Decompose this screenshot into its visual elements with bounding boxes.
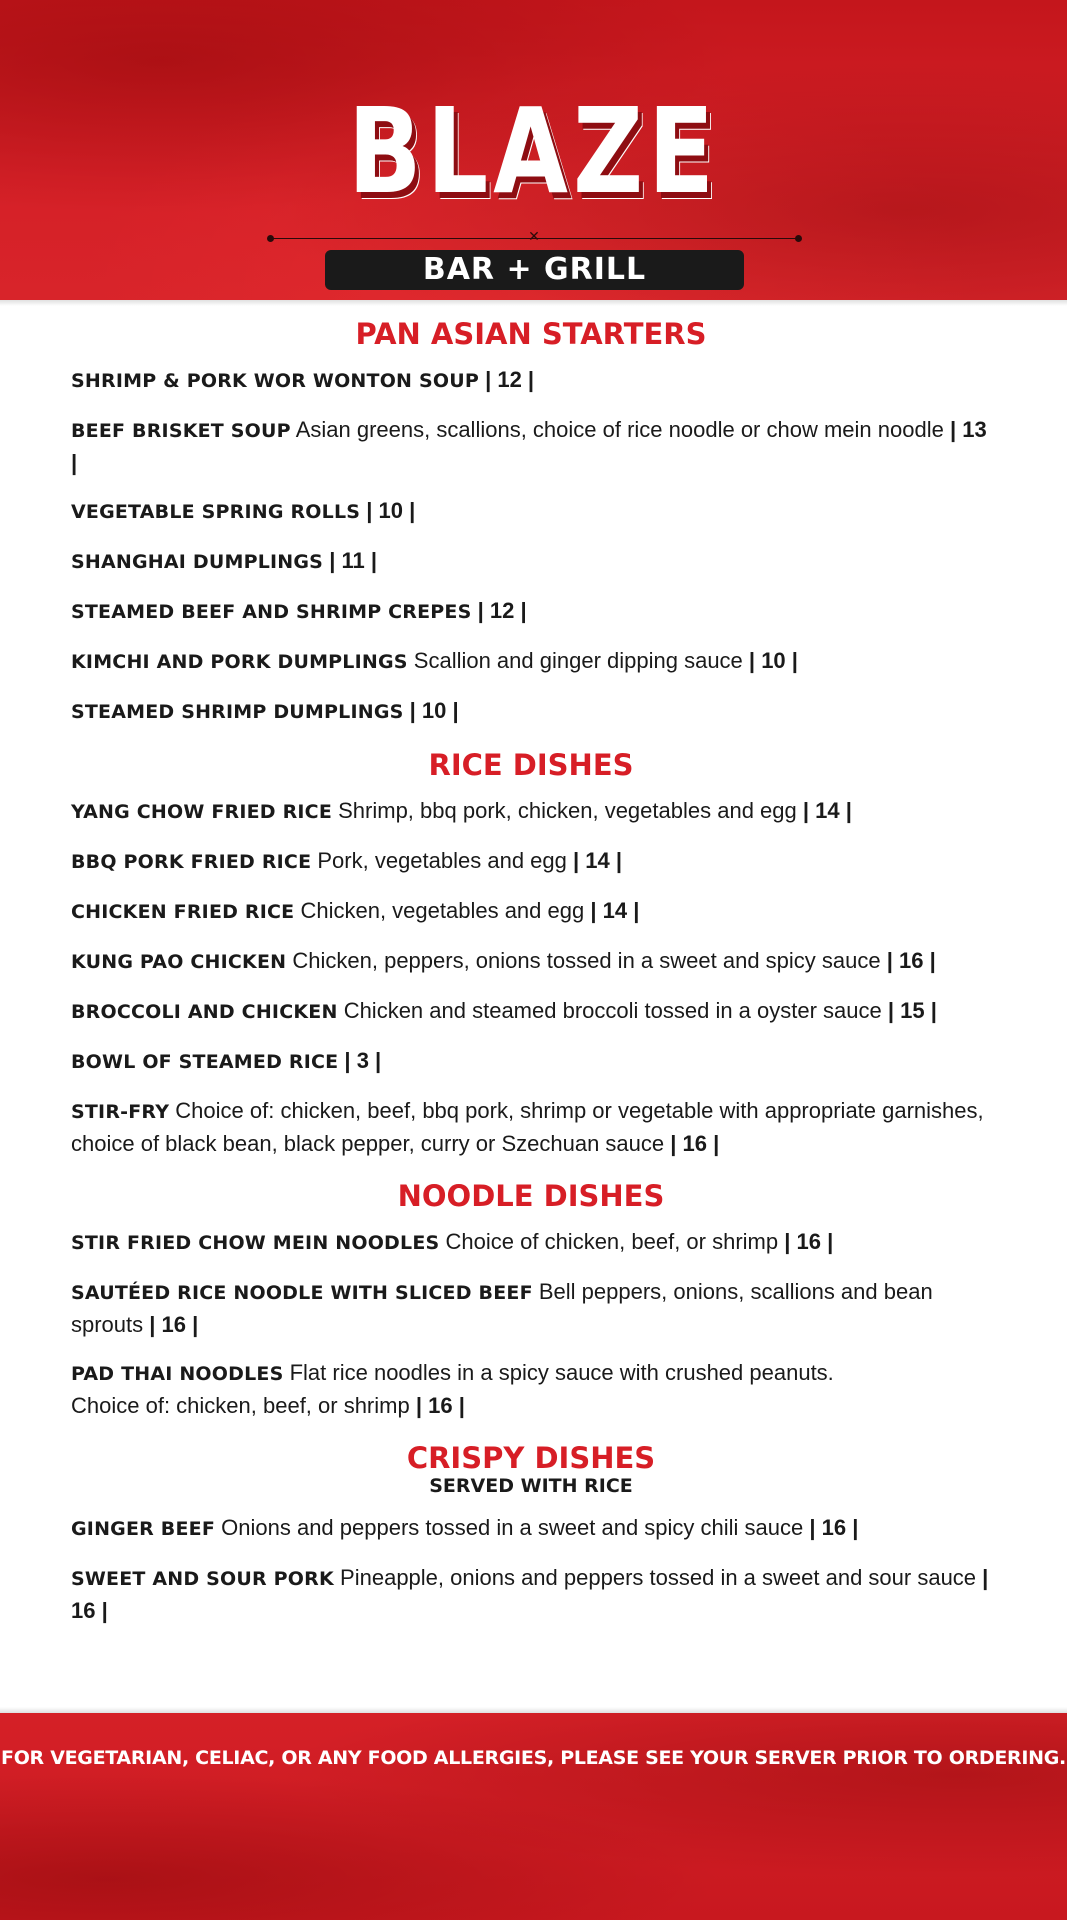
section-title: PAN ASIAN STARTERS — [355, 317, 707, 351]
item-name: STIR-FRY — [71, 1101, 170, 1123]
item-price: | 16 | — [149, 1312, 199, 1337]
allergy-notice: FOR VEGETARIAN, CELIAC, OR ANY FOOD ALLERGIES, PLEASE SEE YOUR SERVER PRIOR TO ORDERING. — [1, 1747, 1066, 1769]
brand-logo: BLAZE — [347, 82, 720, 220]
item-name: SHANGHAI DUMPLINGS — [71, 551, 324, 573]
item-name: BBQ PORK FRIED RICE — [71, 851, 312, 873]
item-name: VEGETABLE SPRING ROLLS — [71, 501, 361, 523]
menu-item — [71, 414, 991, 478]
divider-cross-icon: ✕ — [528, 229, 540, 245]
menu-item — [71, 1226, 991, 1259]
item-name: STEAMED BEEF AND SHRIMP CREPES — [71, 601, 472, 623]
divider-dot-left — [267, 235, 274, 242]
item-description: Shrimp, bbq pork, chicken, vegetables and egg — [338, 798, 797, 823]
item-price: | 3 | — [344, 1048, 382, 1073]
menu-item — [71, 645, 991, 678]
item-price: | 16 | — [415, 1393, 465, 1418]
menu-item — [71, 495, 991, 528]
menu-item — [71, 1276, 991, 1340]
divider-dot-right — [795, 235, 802, 242]
menu-item — [71, 695, 991, 728]
item-price: | 12 | — [485, 367, 535, 392]
menu-item — [71, 895, 991, 928]
menu-item — [71, 1562, 991, 1626]
menu-item — [71, 364, 991, 397]
item-price: | 13 | — [71, 417, 987, 475]
section-title: NOODLE DISHES — [397, 1179, 665, 1213]
item-price: | 16 | — [670, 1131, 720, 1156]
menu-item — [71, 1357, 991, 1421]
item-description: Choice of: chicken, beef, bbq pork, shrimp or vegetable with appropriate garnishes, choice of black bean, black pepper, curry or Szechuan sauce — [71, 1098, 984, 1156]
item-name: YANG CHOW FRIED RICE — [71, 801, 332, 823]
item-name: BROCCOLI AND CHICKEN — [71, 1001, 338, 1023]
item-name: STEAMED SHRIMP DUMPLINGS — [71, 701, 404, 723]
item-description: Chicken and steamed broccoli tossed in a oyster sauce — [343, 998, 882, 1023]
menu-item — [71, 945, 991, 978]
item-description: Onions and peppers tossed in a sweet and spicy chili sauce — [221, 1515, 804, 1540]
item-name: GINGER BEEF — [71, 1518, 216, 1540]
item-description: Pineapple, onions and peppers tossed in a sweet and sour sauce — [340, 1565, 977, 1590]
item-description: Chicken, vegetables and egg — [300, 898, 585, 923]
section-subtitle: SERVED WITH RICE — [429, 1475, 633, 1497]
menu-section-crispy-dishes — [71, 1438, 991, 1626]
item-name: PAD THAI NOODLES — [71, 1363, 284, 1385]
item-description: Chicken, peppers, onions tossed in a sweet and spicy sauce — [292, 948, 881, 973]
item-price: | 10 | — [409, 698, 459, 723]
item-price: | 14 | — [802, 798, 852, 823]
item-price: | 16 | — [71, 1565, 989, 1623]
item-description: Asian greens, scallions, choice of rice noodle or chow mein noodle — [295, 417, 944, 442]
item-description: Choice of chicken, beef, or shrimp — [445, 1229, 779, 1254]
section-title: CRISPY DISHES — [406, 1441, 656, 1475]
item-description: Scallion and ginger dipping sauce — [413, 648, 743, 673]
menu-item — [71, 995, 991, 1028]
menu-section-rice-dishes — [71, 745, 991, 1159]
item-price: | 16 | — [784, 1229, 834, 1254]
item-name: SWEET AND SOUR PORK — [71, 1568, 334, 1590]
item-name: SAUTÉED RICE NOODLE WITH SLICED BEEF — [71, 1282, 533, 1304]
item-description: Pork, vegetables and egg — [317, 848, 567, 873]
menu-body — [71, 314, 991, 1643]
menu-item — [71, 595, 991, 628]
menu-footer — [0, 1713, 1067, 1920]
menu-section-noodle-dishes — [71, 1176, 991, 1421]
menu-section-pan-asian-starters — [71, 314, 991, 728]
item-description: Flat rice noodles in a spicy sauce with crushed peanuts. — [289, 1360, 834, 1385]
item-price: | 11 | — [329, 548, 377, 573]
menu-item — [71, 545, 991, 578]
item-price: | 10 | — [748, 648, 798, 673]
menu-item — [71, 1095, 991, 1159]
item-price: | 16 | — [886, 948, 936, 973]
menu-item — [71, 795, 991, 828]
item-price: | 16 | — [809, 1515, 859, 1540]
item-name: BOWL OF STEAMED RICE — [71, 1051, 339, 1073]
item-price: | 10 | — [366, 498, 416, 523]
menu-item — [71, 1045, 991, 1078]
menu-item — [71, 1512, 991, 1545]
menu-header — [0, 0, 1067, 300]
menu-item — [71, 845, 991, 878]
item-description-line-2: Choice of: chicken, beef, or shrimp — [71, 1393, 410, 1418]
item-description: Bell peppers, onions, scallions and bean sprouts — [71, 1279, 933, 1337]
brand-subtitle-bar: BAR + GRILL — [325, 250, 744, 290]
item-price: | 14 | — [590, 898, 640, 923]
section-title: RICE DISHES — [428, 748, 634, 782]
item-price: | 12 | — [477, 598, 527, 623]
item-price: | 15 | — [887, 998, 937, 1023]
item-price: | 14 | — [573, 848, 623, 873]
item-name: SHRIMP & PORK WOR WONTON SOUP — [71, 370, 479, 392]
item-name: BEEF BRISKET SOUP — [71, 420, 291, 442]
item-name: KUNG PAO CHICKEN — [71, 951, 287, 973]
item-name: STIR FRIED CHOW MEIN NOODLES — [71, 1232, 440, 1254]
item-name: CHICKEN FRIED RICE — [71, 901, 295, 923]
item-name: KIMCHI AND PORK DUMPLINGS — [71, 651, 408, 673]
